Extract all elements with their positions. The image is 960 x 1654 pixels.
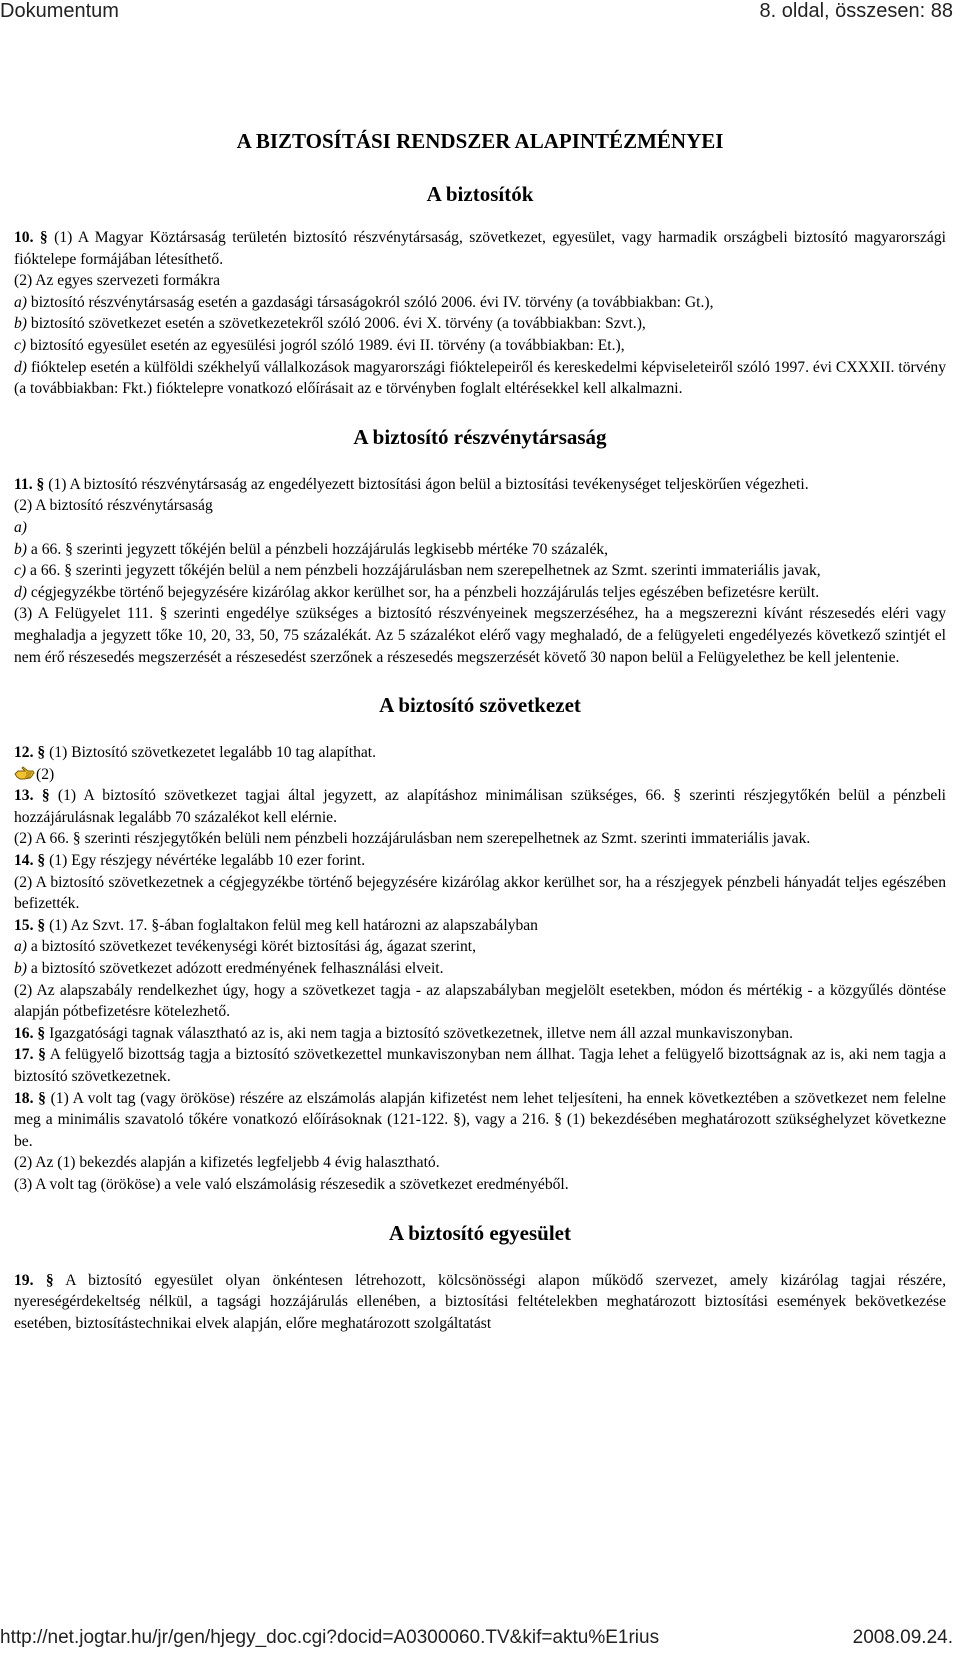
section-15-para-1 xyxy=(14,915,946,937)
section-16-para xyxy=(14,1023,946,1045)
section-11-para-1 xyxy=(14,474,946,496)
pointing-hand-icon[interactable] xyxy=(14,765,36,781)
para-text: (1) Az Szvt. 17. §-ában foglaltakon felül meg kell határozni az alapszabályban xyxy=(49,916,538,934)
para-text: (1) A biztosító részvénytársaság az engedélyezett biztosítási ágon belül a biztosítási tevékenységet teljeskörűen végezheti. xyxy=(48,475,809,493)
item-text: cégjegyzékbe történő bejegyzésére kizárólag akkor kerülhet sor, ha a pénzbeli hozzájárulás teljes egészében befizetésre került. xyxy=(30,583,820,601)
section-13-para-2: (2) A 66. § szerinti részjegytőkén belüli nem pénzbeli hozzájárulásban nem szerepelhetnek az Szmt. szerinti immateriális javak. xyxy=(14,830,811,848)
section-18-para-2: (2) Az (1) bekezdés alapján a kifizetés legfeljebb 4 évig halasztható. xyxy=(14,1154,440,1172)
section-number: 16. xyxy=(14,1024,34,1042)
para-text: A biztosító egyesület olyan önkéntesen létrehozott, kölcsönösségi alapon működő szervezet, amely kizárólag tagjai részére, nyereségérdekeltség nélkül, a tagsági hozzájárulás ellenében, a biztosítási feltételekben meghatározott biztosítási események bekövetkezése esetében, biztosítástechnikai elvek alapján, előre meghatározott szolgáltatást xyxy=(14,1271,946,1332)
section-number: 17. xyxy=(14,1046,34,1064)
item-label: b) xyxy=(14,540,27,558)
section-sign: § xyxy=(41,787,50,805)
section-10-para-1 xyxy=(14,227,946,270)
section-12-para-2 xyxy=(14,764,946,786)
section-number: 13. xyxy=(14,787,34,805)
heading-association: A biztosító egyesület xyxy=(389,1220,571,1245)
item-text: biztosító szövetkezet esetén a szövetkezetekről szóló 2006. évi X. törvény (a továbbiakban: Szvt.), xyxy=(30,315,646,333)
section-number: 19. xyxy=(14,1271,34,1289)
heading-cooperative: A biztosító szövetkezet xyxy=(379,693,581,718)
para-text: (1) A biztosító szövetkezet tagjai által jegyzett, az alapításhoz minimálisan szükséges, 66. § szerinti részjegytőkén belül a pénzbeli hozzájárulásnak legalább 70 százalékot kell elérnie. xyxy=(14,787,946,826)
item-label: b) xyxy=(14,960,27,978)
item-text: a 66. § szerinti jegyzett tőkéjén belül a nem pénzbeli hozzájárulásban nem szerepelhetnek az Szmt. szerinti immateriális javak, xyxy=(30,562,821,580)
page-footer xyxy=(0,1627,960,1653)
item-label: b) xyxy=(14,315,27,333)
section-10-item-d xyxy=(14,357,946,400)
footer-url[interactable]: http://net.jogtar.hu/jr/gen/hjegy_doc.cgi?docid=A0300060.TV&kif=aktu%E1rius xyxy=(0,1627,660,1648)
para-text: (1) A volt tag (vagy örököse) részére az elszámolás alapján kifizetést nem lehet teljesíteni, ha ennek következtében a szövetkezet nem felelne meg a minimális szavatoló tőkére vonatkozó előírásoknak (121-122. §), vagy a 216. § (1) bekezdésében meghatározott szükséghelyzet következne be. xyxy=(14,1089,946,1150)
item-label: d) xyxy=(14,358,27,376)
item-label: a) xyxy=(14,293,27,311)
section-11-para-2: (2) A biztosító részvénytársaság xyxy=(14,497,213,515)
section-17-para xyxy=(14,1044,946,1087)
section-19-para xyxy=(14,1270,946,1335)
section-sign: § xyxy=(39,229,48,246)
para-text: (2) xyxy=(36,765,55,783)
section-sign: § xyxy=(38,1046,46,1064)
item-label: d) xyxy=(14,583,27,601)
section-15-item-b xyxy=(14,958,946,980)
section-15-para-2: (2) Az alapszabály rendelkezhet úgy, hogy a szövetkezet tagja - az alapszabályban megjelölt esetekben, módon és mértékig - a közgyűlés döntése alapján pótbefizetésre kötelezhető. xyxy=(14,981,946,1021)
para-text: (1) Biztosító szövetkezetet legalább 10 tag alapíthat. xyxy=(49,744,377,762)
item-text: fióktelep esetén a külföldi székhelyű vállalkozások magyarországi fióktelepeiről és kereskedelmi képviseleteiről szóló 1997. évi CXXXII. törvény (a továbbiakban: Fkt.) fióktelepre vonatkozó előírásait az e törvényben foglalt eltérésekkel kell alkalmazni. xyxy=(14,358,946,398)
para-text: (1) Egy részjegy névértéke legalább 10 ezer forint. xyxy=(49,852,366,870)
section-sign: § xyxy=(37,852,46,870)
section-18-para-3: (3) A volt tag (örököse) a vele való elszámolásig részesedik a szövetkezet eredményéből. xyxy=(14,1175,569,1193)
section-10-item-b xyxy=(14,313,946,335)
section-sign: § xyxy=(36,475,45,493)
section-number: 10. xyxy=(14,229,34,246)
section-18-para-1 xyxy=(14,1088,946,1153)
section-sign: § xyxy=(45,1271,54,1289)
item-text: a biztosító szövetkezet tevékenységi körét biztosítási ág, ágazat szerint, xyxy=(30,938,477,956)
section-10-item-c xyxy=(14,335,946,357)
item-text: biztosító részvénytársaság esetén a gazdasági társaságokról szóló 2006. évi IV. törvény (a továbbiakban: Gt.), xyxy=(30,293,714,311)
footer-date: 2008.09.24. xyxy=(852,1627,953,1648)
section-11-para-3: (3) A Felügyelet 111. § szerinti engedélye szükséges a biztosító részvényeinek megszerzéséhez, ha a megszerezni kívánt részesedés eléri vagy meghaladja a jegyzett tőke 10, 20, 33, 50, 75 százalékát. Az 5 százalékot elérő vagy meghaladó, de a felügyeleti engedélyezés következő szintjét el nem érő részesedés megszerzését a részesedést szerzőnek a részesedés megszerzését követő 30 napon belül a Felügyelethez be kell jelentenie. xyxy=(14,605,946,666)
section-13-para-1 xyxy=(14,785,946,828)
section-11-item-d xyxy=(14,582,946,604)
subtitle-insurers: A biztosítók xyxy=(426,182,534,206)
section-11-item-c xyxy=(14,560,946,582)
document-body xyxy=(14,128,946,1334)
section-10-item-a xyxy=(14,292,946,314)
section-sign: § xyxy=(37,744,46,762)
item-label: c) xyxy=(14,336,27,354)
section-14-para-1 xyxy=(14,850,946,872)
header-page-counter: 8. oldal, összesen: 88 xyxy=(759,0,953,22)
item-text: a biztosító szövetkezet adózott eredményének felhasználási elveit. xyxy=(30,960,444,978)
section-sign: § xyxy=(38,1089,46,1107)
item-text: biztosító egyesület esetén az egyesülési jogról szóló 1989. évi II. törvény (a továbbiakban: Et.), xyxy=(30,336,625,354)
section-number: 14. xyxy=(14,852,34,870)
section-number: 12. xyxy=(14,744,34,762)
section-sign: § xyxy=(37,1024,46,1042)
item-label: a) xyxy=(14,518,27,536)
item-label: c) xyxy=(14,562,27,580)
heading-insurance-company: A biztosító részvénytársaság xyxy=(353,424,607,449)
section-10-para-2: (2) Az egyes szervezeti formákra xyxy=(14,272,221,290)
section-number: 11. xyxy=(14,475,33,493)
para-text: Igazgatósági tagnak választható az is, aki nem tagja a biztosító szövetkezetnek, illetve nem áll azzal munkaviszonyban. xyxy=(49,1024,793,1042)
section-12-para-1 xyxy=(14,742,946,764)
item-label: a) xyxy=(14,938,27,956)
section-number: 18. xyxy=(14,1089,34,1107)
section-sign: § xyxy=(37,916,46,934)
section-14-para-2: (2) A biztosító szövetkezetnek a cégjegyzékbe történő bejegyzésére kizárólag akkor kerülhet sor, ha a részjegyek pénzbeli hányadát teljes egészében befizették. xyxy=(14,873,946,913)
section-11-item-a xyxy=(14,517,946,539)
para-text: A felügyelő bizottság tagja a biztosító szövetkezettel munkaviszonyban nem állhat. Tagja lehet a felügyelő bizottságnak az is, aki nem tagja a biztosító szövetkezetnek. xyxy=(14,1046,946,1085)
item-text: a 66. § szerinti jegyzett tőkéjén belül a pénzbeli hozzájárulás legkisebb mértéke 70 százalék, xyxy=(30,540,609,558)
section-number: 15. xyxy=(14,916,34,934)
section-15-item-a xyxy=(14,936,946,958)
header-document-label: Dokumentum xyxy=(0,0,119,22)
page-header xyxy=(0,0,960,26)
main-title: A BIZTOSÍTÁSI RENDSZER ALAPINTÉZMÉNYEI xyxy=(236,129,724,153)
para-text: (1) A Magyar Köztársaság területén biztosító részvénytársaság, szövetkezet, egyesület, vagy harmadik országbeli biztosító magyarországi fióktelepe formájában létesíthető. xyxy=(14,229,946,268)
section-11-item-b xyxy=(14,539,946,561)
